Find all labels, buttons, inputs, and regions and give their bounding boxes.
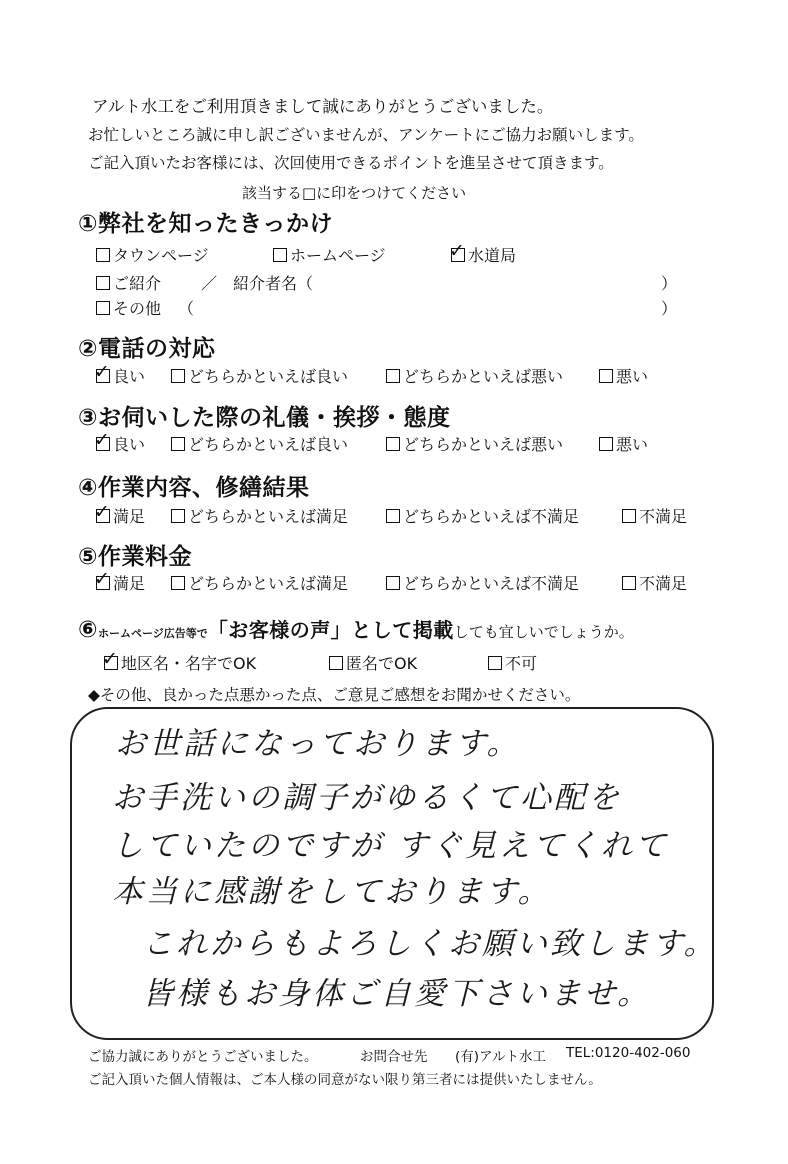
q4-option-fairly-unsatisfied[interactable] (386, 504, 579, 527)
option-label: どちらかといえば不満足 (403, 574, 580, 593)
q6-suffix: しても宜しいでしょうか。 (453, 623, 634, 641)
comment-line-3: していたのですが すぐ見えてくれて (112, 828, 669, 864)
q3-option-bad[interactable] (599, 432, 648, 455)
checkbox-checked-icon[interactable] (96, 437, 110, 451)
option-label: 匿名でOK (346, 654, 418, 673)
checkbox-icon[interactable] (171, 509, 185, 523)
instruction-text: 該当する□に印をつけてください (242, 184, 467, 202)
option-label: ホームページ (290, 246, 386, 265)
option-label: 地区名・名字でOK (121, 654, 257, 673)
checkbox-icon[interactable] (171, 369, 185, 383)
q2-option-fairly-good[interactable] (171, 364, 348, 387)
intro-line-1: アルト水工をご利用頂きまして誠にありがとうございました。 (92, 97, 554, 116)
option-label: どちらかといえば良い (188, 367, 349, 386)
option-label: その他 (113, 299, 162, 318)
q6-option-anonymous[interactable] (329, 651, 417, 674)
q5-option-fairly-satisfied[interactable] (171, 571, 348, 594)
checkbox-icon[interactable] (96, 301, 110, 315)
comment-line-4: 本当に感謝をしております。 (112, 874, 552, 910)
option-label: どちらかといえば悪い (403, 367, 564, 386)
q5-option-fairly-unsatisfied[interactable] (386, 571, 579, 594)
comment-prompt: ◆その他、良かった点悪かった点、ご意見ご感想をお聞かせください。 (88, 686, 581, 704)
checkbox-icon[interactable] (622, 576, 636, 590)
option-label: 水道局 (468, 246, 517, 265)
q6-prefix: ホームページ広告等で (97, 627, 208, 640)
q4-option-satisfied[interactable] (96, 504, 145, 527)
comment-line-6: 皆様もお身体ご自愛下さいませ。 (142, 976, 652, 1012)
option-label: ご紹介 (113, 274, 162, 293)
q1-option-townpage[interactable] (96, 243, 209, 266)
q2-option-fairly-bad[interactable] (386, 364, 563, 387)
option-label: 不満足 (639, 507, 688, 526)
q6-option-not-allowed[interactable] (488, 651, 537, 674)
footer-company: (有)アルト水工 (455, 1049, 546, 1065)
comment-line-2: お手洗いの調子がゆるくて心配を (112, 780, 622, 816)
checkbox-icon[interactable] (96, 248, 110, 262)
q1-option-referral[interactable] (96, 271, 161, 294)
q3-option-fairly-bad[interactable] (386, 432, 563, 455)
q4-title: ④作業内容、修繕結果 (78, 475, 310, 501)
option-label: どちらかといえば満足 (188, 574, 349, 593)
q3-title: ③お伺いした際の礼儀・挨拶・態度 (78, 405, 451, 431)
option-label: 不可 (505, 654, 538, 673)
checkbox-icon[interactable] (329, 656, 343, 670)
q1-option-homepage[interactable] (273, 243, 386, 266)
checkbox-icon[interactable] (622, 509, 636, 523)
checkbox-checked-icon[interactable] (96, 509, 110, 523)
option-label: 満足 (113, 574, 146, 593)
option-label: どちらかといえば満足 (188, 507, 349, 526)
option-label: タウンページ (113, 246, 209, 265)
q5-option-satisfied[interactable] (96, 571, 145, 594)
option-label: 悪い (616, 367, 649, 386)
option-label: 不満足 (639, 574, 688, 593)
checkbox-icon[interactable] (386, 509, 400, 523)
option-label: 満足 (113, 507, 146, 526)
q2-title: ②電話の対応 (78, 336, 216, 362)
referrer-paren-close: ） (661, 274, 678, 293)
option-label: どちらかといえば不満足 (403, 507, 580, 526)
q1-option-water-bureau[interactable] (451, 243, 516, 266)
q6-option-area-surname[interactable] (104, 651, 256, 674)
checkbox-icon[interactable] (171, 576, 185, 590)
option-label: 良い (113, 367, 146, 386)
checkbox-icon[interactable] (386, 437, 400, 451)
footer-contact-label: お問合せ先 (360, 1049, 428, 1065)
checkbox-icon[interactable] (386, 369, 400, 383)
comment-line-5: これからもよろしくお願い致します。 (142, 926, 718, 962)
checkbox-icon[interactable] (171, 437, 185, 451)
checkbox-icon[interactable] (386, 576, 400, 590)
option-label: 悪い (616, 435, 649, 454)
checkbox-checked-icon[interactable] (104, 656, 118, 670)
q5-title: ⑤作業料金 (78, 544, 192, 570)
other-paren-close: ） (661, 299, 678, 318)
checkbox-icon[interactable] (96, 276, 110, 290)
q3-option-fairly-good[interactable] (171, 432, 348, 455)
footer-privacy: ご記入頂いた個人情報は、ご本人様の同意がない限り第三者には提供いたしません。 (88, 1072, 602, 1088)
q2-option-good[interactable] (96, 364, 145, 387)
footer-thanks: ご協力誠にありがとうございました。 (88, 1049, 318, 1065)
checkbox-icon[interactable] (488, 656, 502, 670)
q1-title: ①弊社を知ったきっかけ (78, 211, 333, 237)
q4-option-unsatisfied[interactable] (622, 504, 687, 527)
checkbox-icon[interactable] (273, 248, 287, 262)
q5-option-unsatisfied[interactable] (622, 571, 687, 594)
intro-line-2: お忙しいところ誠に申し訳ございませんが、アンケートにご協力お願いします。 (88, 126, 644, 144)
q3-option-good[interactable] (96, 432, 145, 455)
q6-title (78, 614, 634, 643)
q6-title-main: 「お客様の声」として掲載 (207, 618, 454, 642)
comment-line-1: お世話になっております。 (115, 726, 521, 762)
q1-option-other[interactable] (96, 296, 161, 319)
intro-line-3: ご記入頂いたお客様には、次回使用できるポイントを進呈させて頂きます。 (88, 154, 614, 172)
other-paren-open: （ (178, 299, 195, 318)
option-label: どちらかといえば悪い (403, 435, 564, 454)
q4-option-fairly-satisfied[interactable] (171, 504, 348, 527)
referrer-name-label: ／ 紹介者名（ (201, 274, 314, 293)
checkbox-checked-icon[interactable] (96, 576, 110, 590)
footer-tel: TEL:0120-402-060 (566, 1045, 691, 1061)
checkbox-icon[interactable] (599, 369, 613, 383)
option-label: どちらかといえば良い (188, 435, 349, 454)
option-label: 良い (113, 435, 146, 454)
checkbox-checked-icon[interactable] (451, 248, 465, 262)
checkbox-checked-icon[interactable] (96, 369, 110, 383)
q6-number: ⑥ (78, 617, 98, 643)
checkbox-icon[interactable] (599, 437, 613, 451)
q2-option-bad[interactable] (599, 364, 648, 387)
